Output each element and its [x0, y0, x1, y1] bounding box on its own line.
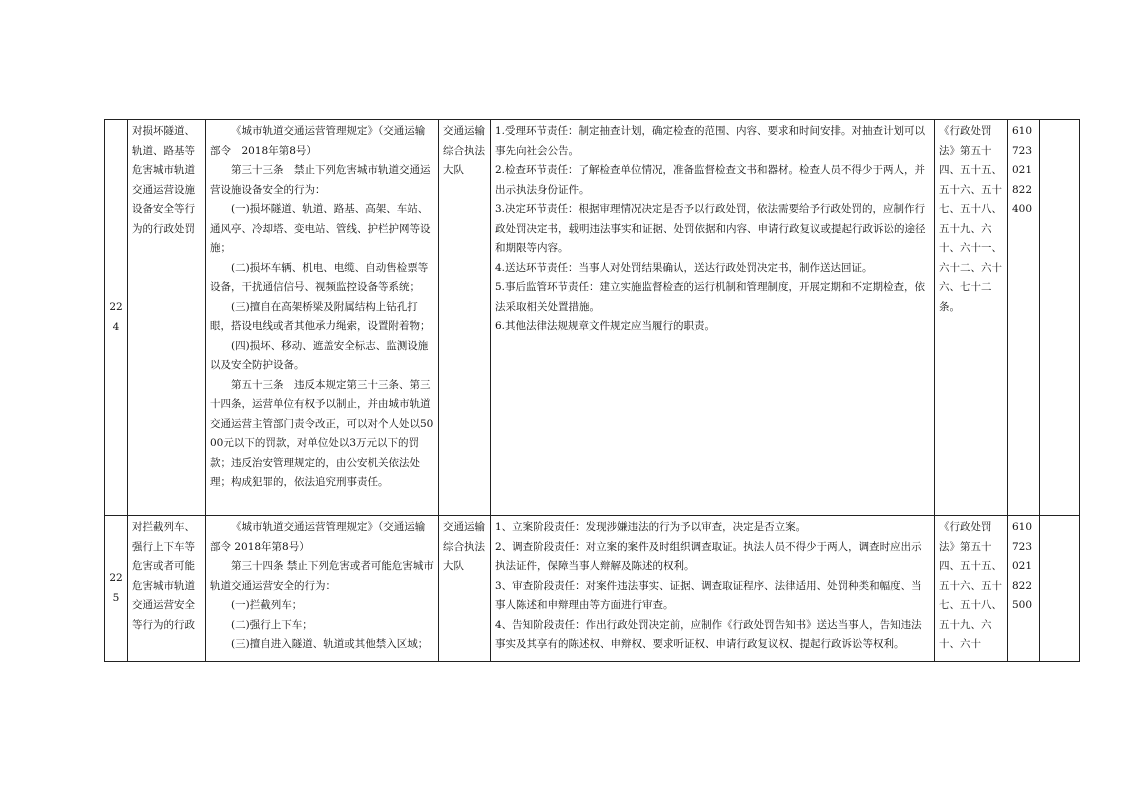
responsibility-line: 2.检查环节责任：了解检查单位情况，准备监督检查文书和器材。检查人员不得少于两人，并出示执法身份证件。 [495, 164, 926, 196]
basis-line: 《城市轨道交通运营管理规定》（交通运输部令 2018年第8号） [210, 125, 426, 157]
item-code: 610723021822400 [1008, 120, 1040, 516]
basis-line: (四)损坏、移动、遮盖安全标志、监测设施以及安全防护设备。 [210, 339, 429, 371]
basis-line: 第三十三条 禁止下列危害城市轨道交通运营设施设备安全的行为： [210, 164, 431, 196]
legal-basis: 《行政处罚法》第五十四、五十五、五十六、五十七、五十八、五十九、六十、六十一、六十二、六十六、七十二条。 [935, 120, 1008, 516]
basis-line: (一)拦截列车； [231, 599, 303, 611]
item-name: 对损坏隧道、轨道、路基等危害城市轨道交通运营设施设备安全等行为的行政处罚 [128, 120, 206, 516]
responsibility-line: 6.其他法律法规规章文件规定应当履行的职责。 [495, 320, 716, 332]
responsibility-line: 1.受理环节责任：制定抽查计划，确定检查的范围、内容、要求和时间安排。对抽查计划可以事先向社会公告。 [495, 125, 926, 157]
responsibility-line: 4、告知阶段责任：作出行政处罚决定前，应制作《行政处罚告知书》送达当事人，告知违法事实及其享有的陈述权、申辩权、要求听证权、申请行政复议权、提起行政诉讼等权利。 [495, 618, 922, 650]
remark [1040, 120, 1080, 516]
basis-line: (一)损坏隧道、轨道、路基、高架、车站、通风亭、冷却塔、变电站、管线、护栏护网等设施； [210, 203, 431, 254]
department: 交通运输综合执法大队 [439, 516, 491, 662]
row-number: 224 [105, 120, 128, 516]
basis-cell [206, 516, 439, 662]
basis-line: (三)擅自进入隧道、轨道或其他禁入区域； [231, 638, 429, 650]
department: 交通运输综合执法大队 [439, 120, 491, 516]
basis-line: (二)强行上下车； [231, 618, 313, 631]
responsibilities-cell [491, 516, 935, 662]
responsibility-line: 2、调查阶段责任：对立案的案件及时组织调查取证。执法人员不得少于两人，调查时应出示执法证件，保障当事人辩解及陈述的权利。 [495, 540, 922, 572]
basis-line: 《城市轨道交通运营管理规定》（交通运输部令 2018年第8号） [210, 521, 426, 553]
item-name: 对拦截列车、强行上下车等危害或者可能危害城市轨道交通运营安全等行为的行政 [128, 516, 206, 662]
responsibility-line: 3.决定环节责任：根据审理情况决定是否予以行政处罚，依法需要给予行政处罚的，应制作行政处罚决定书，载明违法事实和证据、处罚依据和内容、申请行政复议或提起行政诉讼的途径和期限等内容。 [495, 203, 926, 254]
basis-line: (二)损坏车辆、机电、电缆、自动售检票等设备，干扰通信信号、视频监控设备等系统； [210, 261, 429, 293]
item-code: 610723021822500 [1008, 516, 1040, 662]
table-row [105, 516, 1080, 662]
responsibility-line: 3、审查阶段责任：对案件违法事实、证据、调查取证程序、法律适用、处罚种类和幅度、当事人陈述和申辩理由等方面进行审查。 [495, 579, 922, 611]
basis-cell [206, 120, 439, 516]
penalty-table [104, 119, 1080, 662]
responsibility-line: 4.送达环节责任：当事人对处罚结果确认，送达行政处罚决定书，制作送达回证。 [495, 261, 873, 274]
basis-line: 第五十三条 违反本规定第三十三条、第三十四条，运营单位有权予以制止，并由城市轨道交通运营主管部门责令改正，可以对个人处以5000元以下的罚款，对单位处以3万元以下的罚款；违反治安管理规定的，由公安机关依法处理；构成犯罪的，依法追究刑事责任。 [210, 378, 434, 488]
responsibility-line: 1、立案阶段责任：发现涉嫌违法的行为予以审查，决定是否立案。 [495, 521, 807, 533]
responsibilities-cell [491, 120, 935, 516]
legal-basis: 《行政处罚法》第五十四、五十五、五十六、五十七、五十八、五十九、六十、六十 [935, 516, 1008, 662]
table-row [105, 120, 1080, 516]
basis-line: (三)擅自在高架桥梁及附属结构上钻孔打眼，搭设电线或者其他承力绳索，设置附着物； [210, 300, 431, 332]
row-number: 225 [105, 516, 128, 662]
responsibility-line: 5.事后监管环节责任：建立实施监督检查的运行机制和管理制度，开展定期和不定期检查，依法采取相关处置措施。 [495, 281, 926, 313]
remark [1040, 516, 1080, 662]
basis-line: 第三十四条 禁止下列危害或者可能危害城市轨道交通运营安全的行为： [210, 560, 434, 592]
